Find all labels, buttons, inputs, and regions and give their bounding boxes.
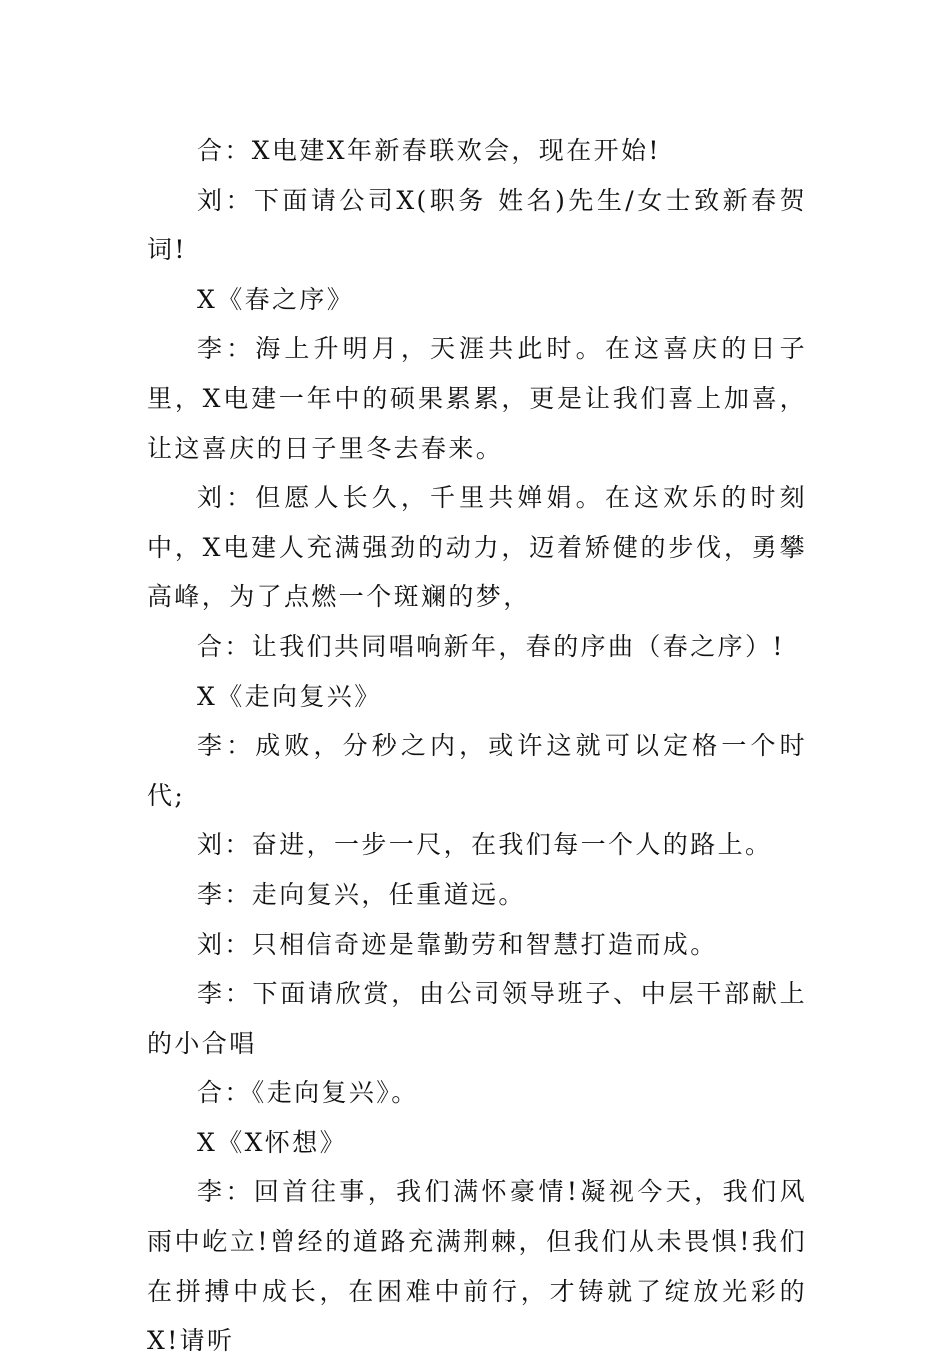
document-body bbox=[147, 126, 807, 1366]
paragraph-1: 合：X电建X年新春联欢会，现在开始! bbox=[197, 136, 661, 165]
paragraph-8: 李：走向复兴，任重道远。 bbox=[197, 879, 526, 909]
paragraph-4: 刘：但愿人长久，千里共婵娟。在这欢乐的时刻中，X电建人充满强劲的动力，迈着矫健的步伐，勇攀高峰，为了点燃一个斑斓的梦， bbox=[147, 483, 807, 612]
paragraph-11: 合：《走向复兴》。 bbox=[197, 1078, 419, 1108]
paragraph-7: 刘：奋进，一步一尺，在我们每一个人的路上。 bbox=[197, 830, 773, 860]
paragraph-12: 李：回首往事，我们满怀豪情!凝视今天，我们风雨中屹立!曾经的道路充满荆棘，但我们从未畏惧!我们在拼搏中成长，在困难中前行，才铸就了绽放光彩的X!请听 bbox=[147, 1177, 807, 1356]
paragraph-10: 李：下面请欣赏，由公司领导班子、中层干部献上的小合唱 bbox=[147, 979, 807, 1058]
paragraph-2: 刘：下面请公司X(职务 姓名)先生/女士致新春贺词! bbox=[147, 185, 807, 265]
section-heading-2: X《走向复兴》 bbox=[197, 681, 382, 711]
section-heading-1: X《春之序》 bbox=[197, 284, 355, 314]
section-heading-3: X《X怀想》 bbox=[197, 1127, 347, 1157]
paragraph-9: 刘：只相信奇迹是靠勤劳和智慧打造而成。 bbox=[197, 929, 718, 959]
paragraph-3: 李：海上升明月，天涯共此时。在这喜庆的日子里，X电建一年中的硕果累累，更是让我们喜上加喜，让这喜庆的日子里冬去春来。 bbox=[147, 334, 807, 463]
paragraph-6: 李：成败，分秒之内，或许这就可以定格一个时代; bbox=[147, 731, 807, 810]
paragraph-5: 合：让我们共同唱响新年，春的序曲（春之序）! bbox=[197, 631, 785, 661]
